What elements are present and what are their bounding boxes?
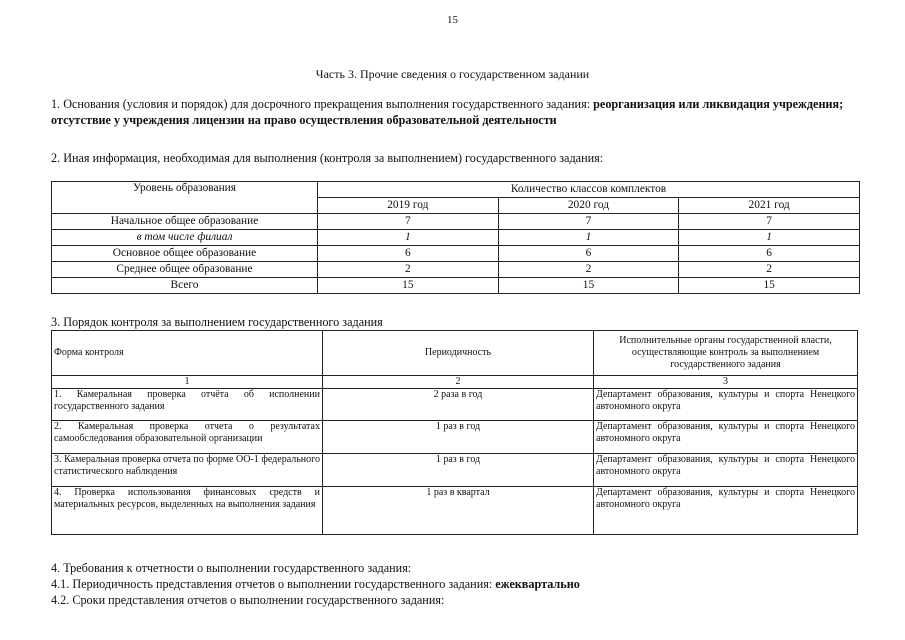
form-header: Форма контроля: [52, 331, 323, 376]
table-row: [52, 487, 858, 535]
cell-value: 2: [498, 262, 679, 278]
cell-value: 15: [679, 278, 860, 294]
row-label: Среднее общее образование: [52, 262, 318, 278]
part-title: Часть 3. Прочие сведения о государственном задании: [315, 67, 590, 81]
section2-paragraph: 2. Иная информация, необходимая для выполнения (контроля за выполнением) государственного задания:: [51, 151, 604, 165]
year-header: 2021 год: [679, 198, 860, 214]
section4-item1-lead: 4.1. Периодичность представления отчетов о выполнении государственного задания:: [51, 577, 496, 591]
section1-bold-text: реорганизация или ликвидация учреждения; отсутствие у учреждения лицензии на право осуществления образовательной деятельности: [51, 97, 844, 127]
control-authority: Департамент образования, культуры и спорта Ненецкого автономного округа: [594, 389, 858, 421]
row-label: Всего: [52, 278, 318, 294]
cell-value: 15: [498, 278, 679, 294]
table-row: [52, 278, 860, 294]
cell-value: 6: [318, 246, 499, 262]
page-number: 15: [447, 14, 458, 26]
control-authority: Департамент образования, культуры и спорта Ненецкого автономного округа: [594, 454, 858, 487]
classes-table: [51, 181, 860, 294]
control-period: 1 раз в год: [323, 421, 594, 454]
cell-value: 1: [318, 230, 499, 246]
column-number: 3: [594, 376, 858, 389]
section4-item1: [51, 576, 871, 592]
column-number-row: [52, 376, 858, 389]
cell-value: 6: [498, 246, 679, 262]
table-row: [52, 454, 858, 487]
cell-value: 2: [318, 262, 499, 278]
section4-item2: 4.2. Сроки представления отчетов о выполнении государственного задания:: [51, 593, 445, 607]
period-header: Периодичность: [323, 331, 594, 376]
control-period: 2 раза в год: [323, 389, 594, 421]
section1-lead: 1. Основания (условия и порядок) для досрочного прекращения выполнения государственного задания:: [51, 97, 594, 111]
section1-paragraph: [51, 96, 871, 128]
section3-paragraph: 3. Порядок контроля за выполнением государственного задания: [51, 315, 383, 329]
row-label: в том числе филиал: [52, 230, 318, 246]
row-label: Начальное общее образование: [52, 214, 318, 230]
table-row: [52, 421, 858, 454]
cell-value: 6: [679, 246, 860, 262]
section4-item1-bold: ежеквартально: [495, 577, 580, 591]
cell-value: 2: [679, 262, 860, 278]
control-table: [51, 330, 858, 535]
group-header: Количество классов комплектов: [318, 182, 860, 198]
cell-value: 1: [498, 230, 679, 246]
table-row: [52, 262, 860, 278]
authority-header: Исполнительные органы государственной власти, осуществляющие контроль за выполнением государственного задания: [594, 331, 858, 376]
control-authority: Департамент образования, культуры и спорта Ненецкого автономного округа: [594, 421, 858, 454]
column-number: 2: [323, 376, 594, 389]
cell-value: 7: [498, 214, 679, 230]
level-header: Уровень образования: [52, 182, 318, 214]
section4-paragraph: 4. Требования к отчетности о выполнении государственного задания:: [51, 561, 412, 575]
control-form: 1. Камеральная проверка отчёта об исполнении государственного задания: [52, 389, 323, 421]
table-header-row: [52, 182, 860, 198]
control-period: 1 раз в год: [323, 454, 594, 487]
year-header: 2020 год: [498, 198, 679, 214]
cell-value: 1: [679, 230, 860, 246]
table-header-row: [52, 331, 858, 376]
cell-value: 7: [318, 214, 499, 230]
control-authority: Департамент образования, культуры и спорта Ненецкого автономного округа: [594, 487, 858, 535]
control-form: 3. Камеральная проверка отчета по форме ОО-1 федерального статистического наблюдения: [52, 454, 323, 487]
control-form: 4. Проверка использования финансовых средств и материальных ресурсов, выделенных на выполнения задания: [52, 487, 323, 535]
table-row: [52, 389, 858, 421]
year-header: 2019 год: [318, 198, 499, 214]
cell-value: 7: [679, 214, 860, 230]
cell-value: 15: [318, 278, 499, 294]
table-row: [52, 230, 860, 246]
control-period: 1 раз в квартал: [323, 487, 594, 535]
row-label: Основное общее образование: [52, 246, 318, 262]
column-number: 1: [52, 376, 323, 389]
table-row: [52, 214, 860, 230]
control-form: 2. Камеральная проверка отчета о результатах самообследования образовательной организации: [52, 421, 323, 454]
table-row: [52, 246, 860, 262]
